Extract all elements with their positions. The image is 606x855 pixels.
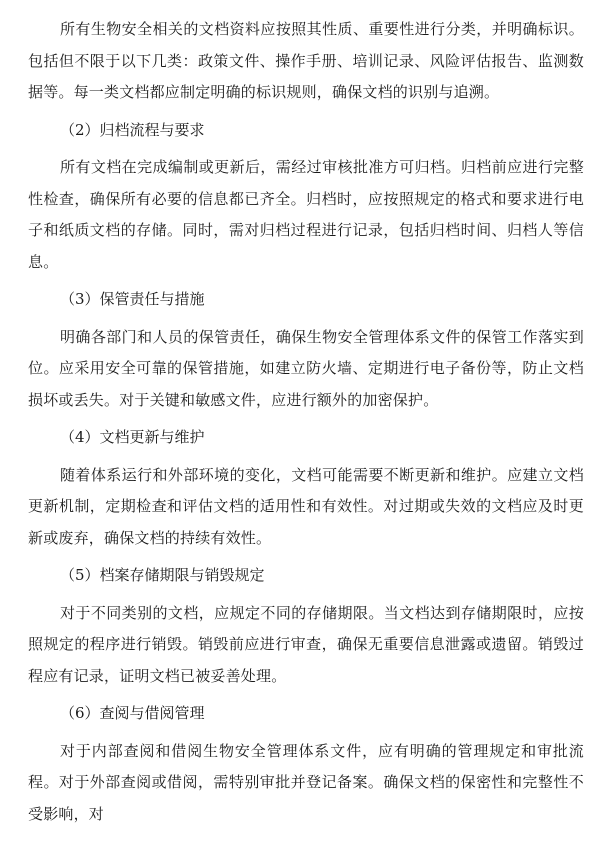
section-heading-archiving-process: （2）归档流程与要求: [60, 120, 205, 139]
section-heading-retention-destruction: （5）档案存储期限与销毁规定: [60, 566, 265, 584]
section-heading-document-update: （4）文档更新与维护: [60, 428, 205, 446]
section-heading-custody-responsibility: （3）保管责任与措施: [60, 290, 205, 308]
section-heading-access-borrowing: （6）查阅与借阅管理: [60, 704, 205, 722]
section-paragraph-custody-responsibility: 明确各部门和人员的保管责任，确保生物安全管理体系文件的保管工作落实到位。应采用安全可靠的保管措施，如建立防火墙、定期进行电子备份等，防止文档损坏或丢失。对于关键和敏感文件，应进行额外的加密保护。: [28, 327, 584, 409]
section-paragraph-archiving-process: 所有文档在完成编制或更新后，需经过审核批准方可归档。归档前应进行完整性检查，确保所有必要的信息都已齐全。归档时，应按照规定的格式和要求进行电子和纸质文档的存储。同时，需对归档过程进行记录，包括归档时间、归档人等信息。: [28, 158, 584, 271]
section-paragraph-retention-destruction: 对于不同类别的文档，应规定不同的存储期限。当文档达到存储期限时，应按照规定的程序进行销毁。销毁前应进行审查，确保无重要信息泄露或遗留。销毁过程应有记录，证明文档已被妥善处理。: [28, 603, 584, 685]
section-paragraph-access-borrowing: 对于内部查阅和借阅生物安全管理体系文件，应有明确的管理规定和审批流程。对于外部查阅或借阅，需特别审批并登记备案。确保文档的保密性和完整性不受影响，对: [28, 741, 584, 823]
section-paragraph-document-update: 随着体系运行和外部环境的变化，文档可能需要不断更新和维护。应建立文档更新机制，定期检查和评估文档的适用性和有效性。对过期或失效的文档应及时更新或废弃，确保文档的持续有效性。: [28, 465, 584, 547]
intro-paragraph: 所有生物安全相关的文档资料应按照其性质、重要性进行分类，并明确标识。包括但不限于以下几类：政策文件、操作手册、培训记录、风险评估报告、监测数据等。每一类文档都应制定明确的标识规则，确保文档的识别与追溯。: [28, 20, 584, 101]
